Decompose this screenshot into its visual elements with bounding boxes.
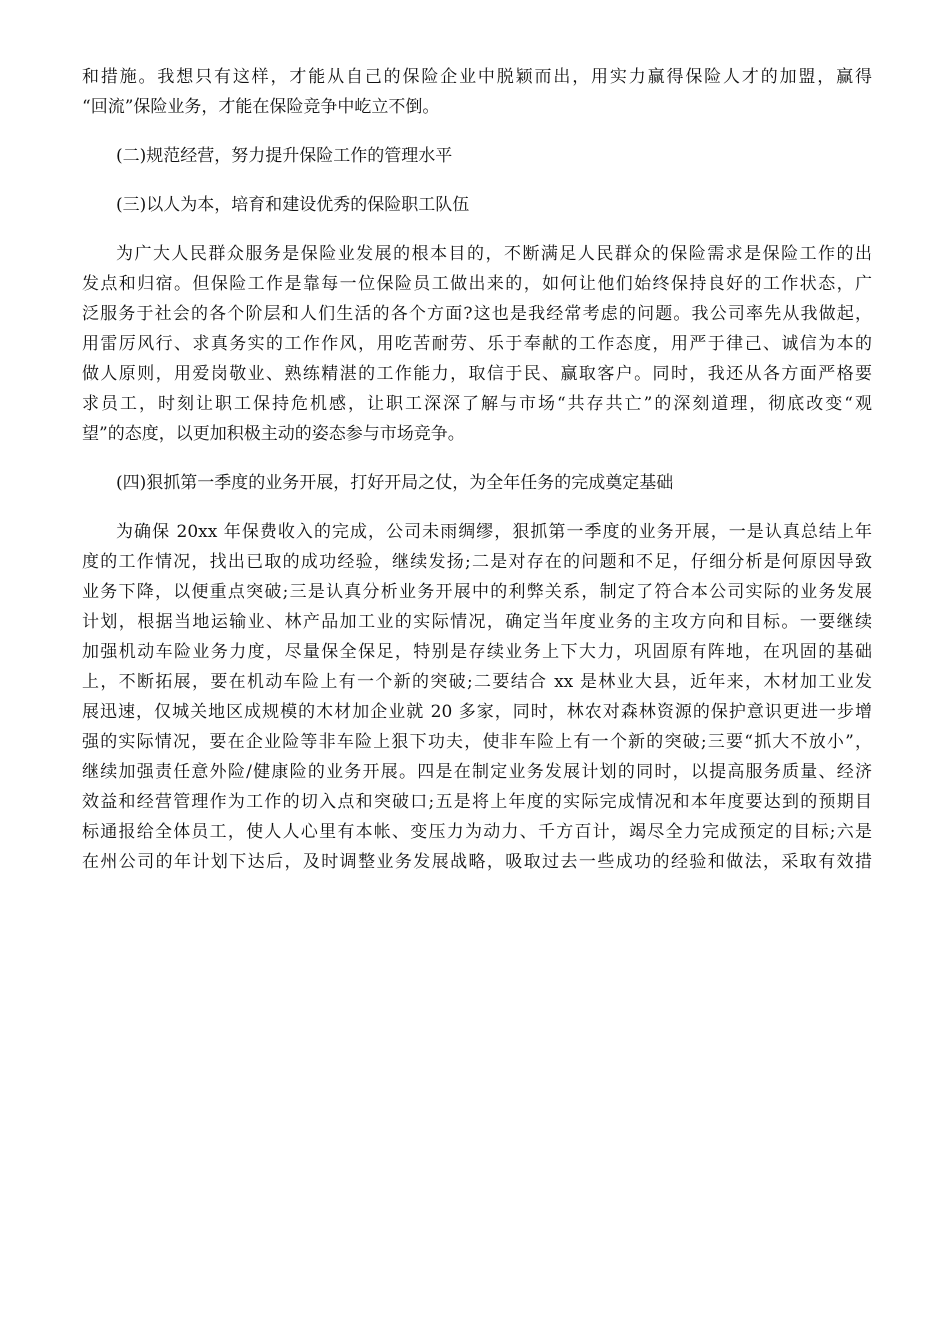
text-line: 展迅速，仅城关地区成规模的木材加企业就 20 多家，同时，林农对森林资源的保护意识更进一步增 [82, 702, 872, 722]
text-line: “回流”保险业务，才能在保险竞争中屹立不倒。 [82, 97, 440, 117]
text-line: 继续加强责任意外险/健康险的业务开展。四是在制定业务发展计划的同时，以提高服务质量、经济 [82, 762, 872, 782]
section-heading [82, 190, 872, 220]
text-line: 标通报给全体员工，使人人心里有本帐、变压力为动力、千方百计，竭尽全力完成预定的目标;六是 [82, 822, 872, 842]
paragraph [82, 62, 872, 122]
text-line: 度的工作情况，找出已取的成功经验，继续发扬;二是对存在的问题和不足，仔细分析是何原因导致 [82, 552, 872, 572]
text-line: 业务下降，以便重点突破;三是认真分析业务开展中的利弊关系，制定了符合本公司实际的业务发展 [82, 582, 872, 602]
text-line: 求员工，时刻让职工保持危机感，让职工深深了解与市场“共存共亡”的深刻道理，彻底改变“观 [82, 394, 872, 414]
paragraph [82, 517, 872, 877]
text-line: (四)狠抓第一季度的业务开展，打好开局之仗，为全年任务的完成奠定基础 [116, 473, 674, 493]
text-line: 上，不断拓展，要在机动车险上有一个新的突破;二要结合 xx 是林业大县，近年来，木材加工业发 [82, 672, 872, 692]
text-line: (三)以人为本，培育和建设优秀的保险职工队伍 [116, 195, 470, 215]
text-line: 泛服务于社会的各个阶层和人们生活的各个方面?这也是我经常考虑的问题。我公司率先从我做起， [82, 304, 872, 324]
text-line: 发点和归宿。但保险工作是靠每一位保险员工做出来的，如何让他们始终保持良好的工作状态，广 [82, 274, 872, 294]
section-heading [82, 141, 872, 171]
paragraph [82, 239, 872, 449]
section-heading [82, 468, 872, 498]
text-line: 强的实际情况，要在企业险等非车险上狠下功夫，使非车险上有一个新的突破;三要“抓大不放小”， [82, 732, 872, 752]
text-line: 加强机动车险业务力度，尽量保全保足，特别是存续业务上下大力，巩固原有阵地，在巩固的基础 [82, 642, 872, 662]
text-line: 为广大人民群众服务是保险业发展的根本目的，不断满足人民群众的保险需求是保险工作的出 [116, 244, 872, 264]
text-line: 用雷厉风行、求真务实的工作作风，用吃苦耐劳、乐于奉献的工作态度，用严于律己、诚信为本的 [82, 334, 872, 354]
document-body [82, 62, 872, 896]
text-line: 计划，根据当地运输业、林产品加工业的实际情况，确定当年度业务的主攻方向和目标。一要继续 [82, 612, 872, 632]
text-line: 效益和经营管理作为工作的切入点和突破口;五是将上年度的实际完成情况和本年度要达到的预期目 [82, 792, 872, 812]
text-line: 做人原则，用爱岗敬业、熟练精湛的工作能力，取信于民、赢取客户。同时，我还从各方面严格要 [82, 364, 872, 384]
text-line: 在州公司的年计划下达后，及时调整业务发展战略，吸取过去一些成功的经验和做法，采取有效措 [82, 852, 872, 872]
text-line: 为确保 20xx 年保费收入的完成，公司未雨绸缪，狠抓第一季度的业务开展，一是认真总结上年 [116, 522, 872, 542]
text-line: 和措施。我想只有这样，才能从自己的保险企业中脱颖而出，用实力赢得保险人才的加盟，赢得 [82, 67, 872, 87]
text-line: (二)规范经营，努力提升保险工作的管理水平 [116, 146, 453, 166]
text-line: 望”的态度，以更加积极主动的姿态参与市场竞争。 [82, 424, 465, 444]
